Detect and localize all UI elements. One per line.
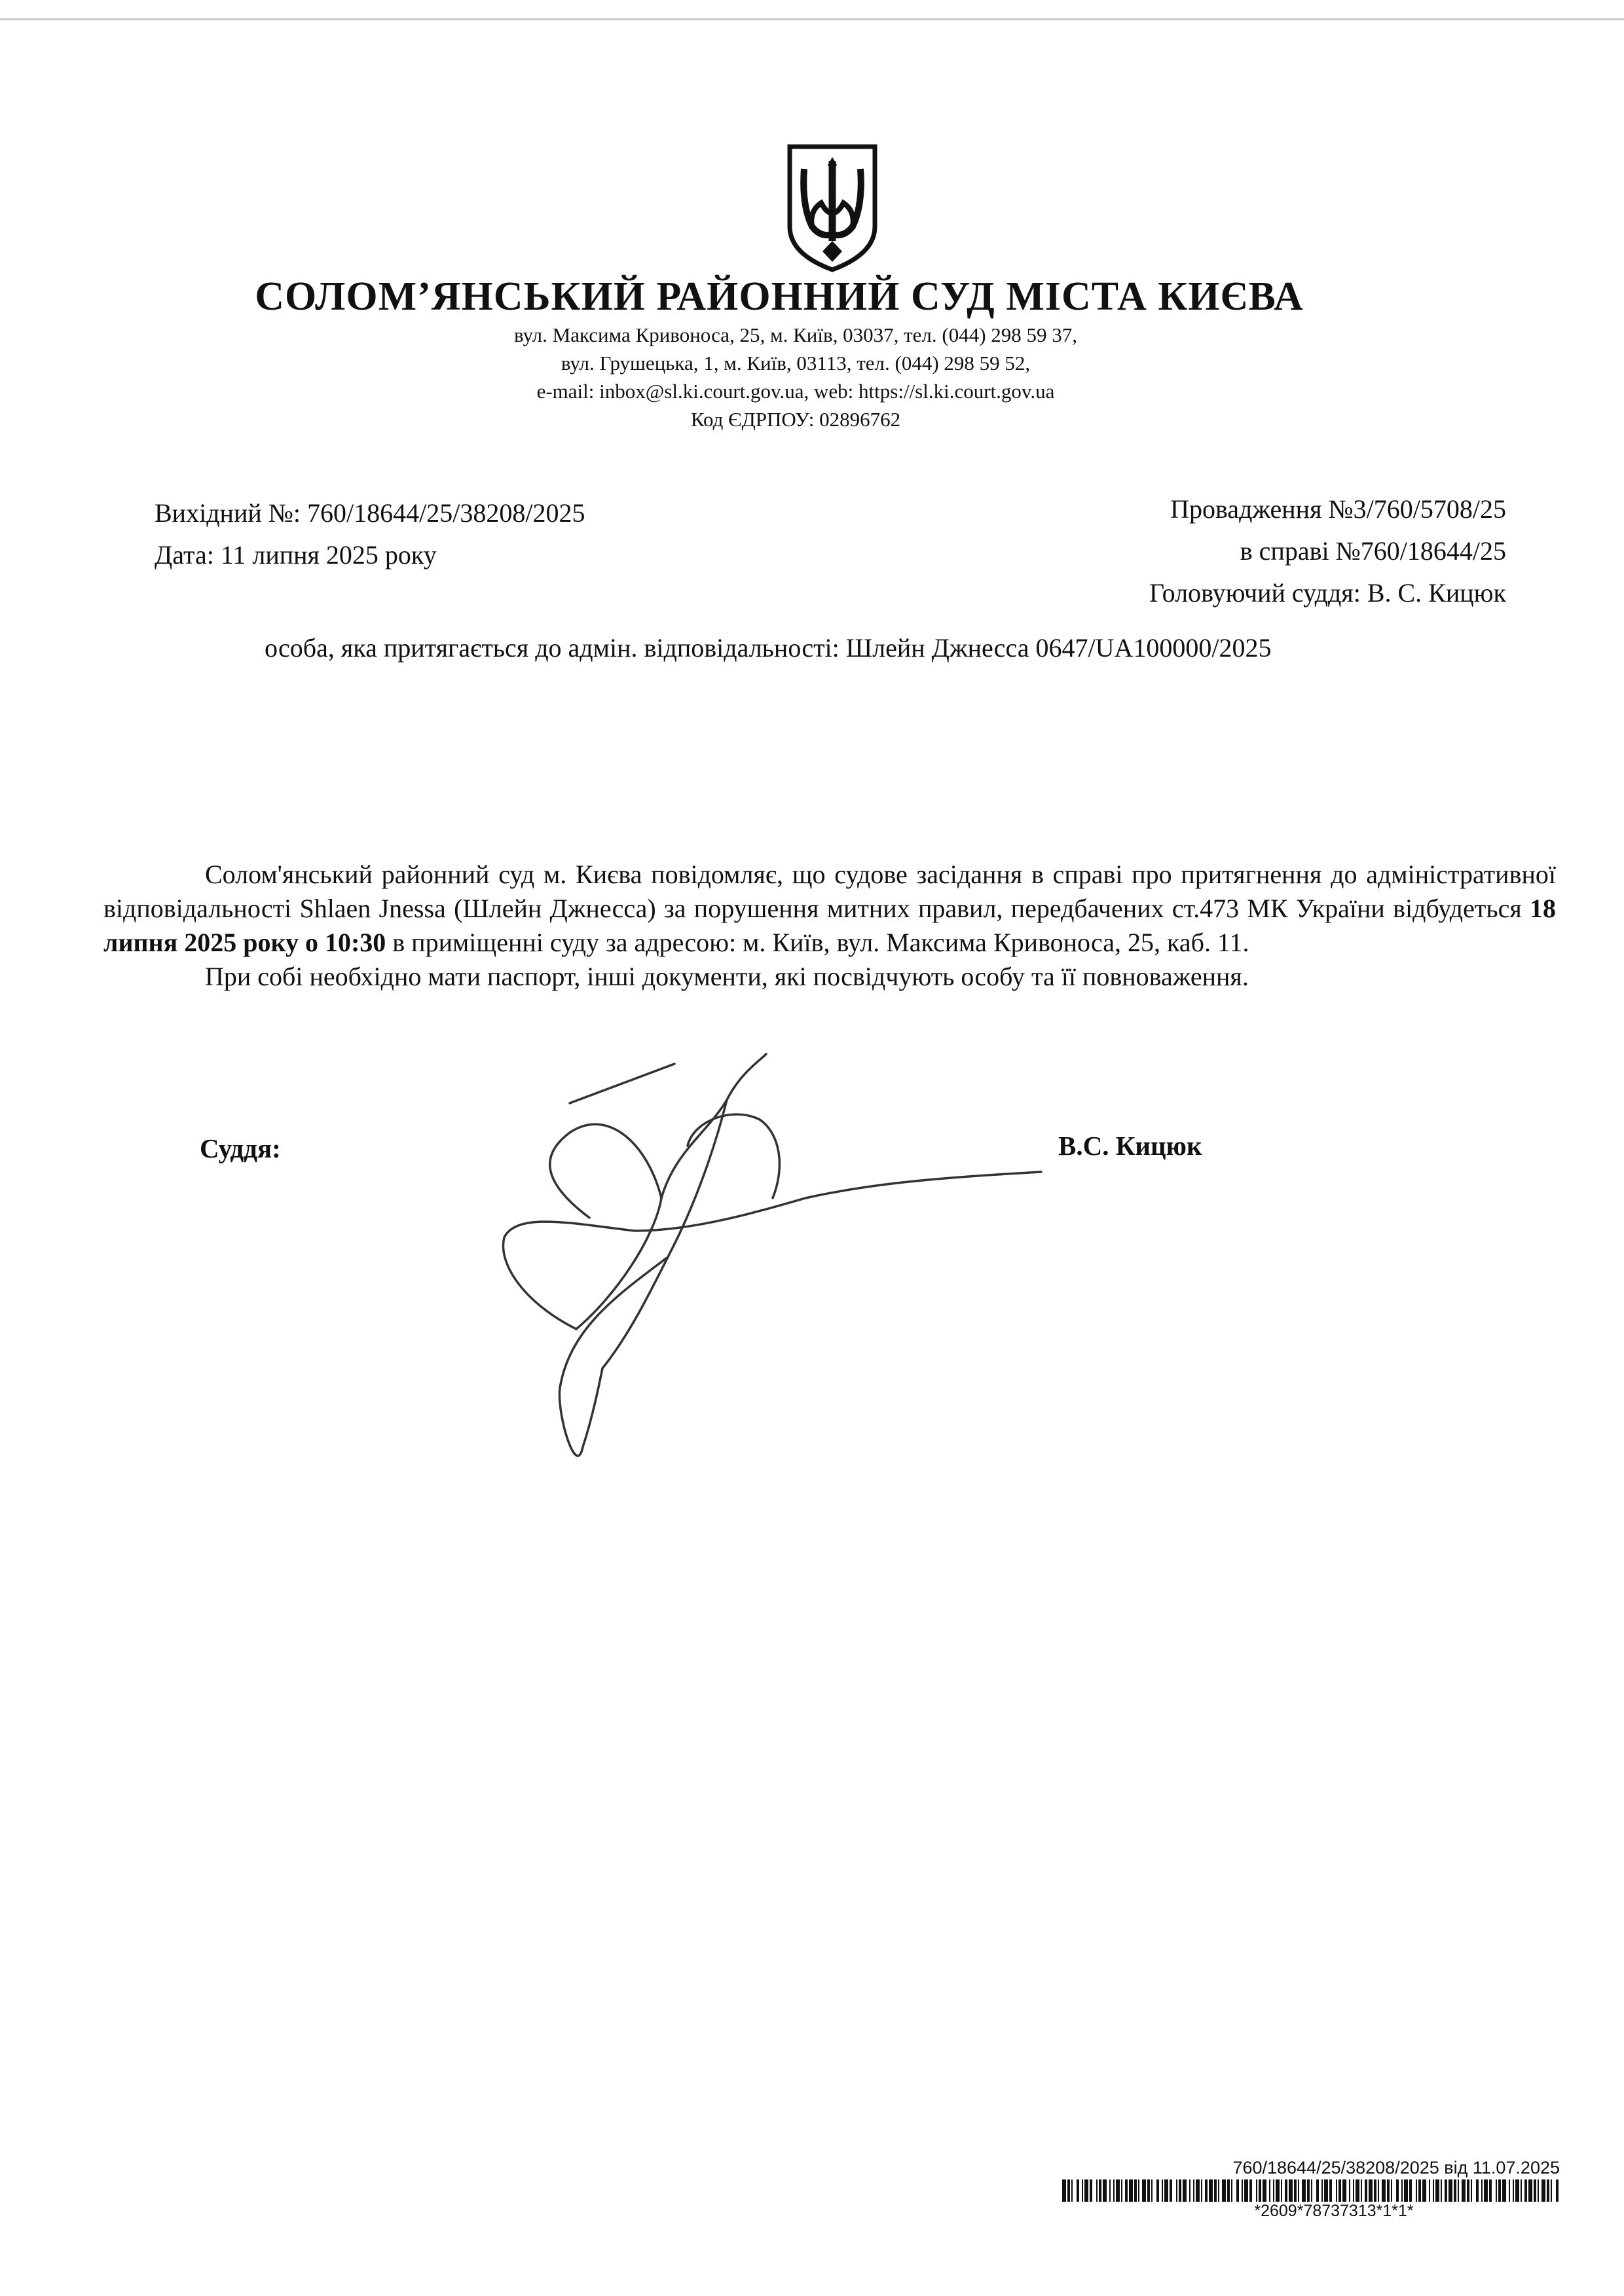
addressee-line: особа, яка притягається до адмін. відповідальності: Шлейн Джнесса 0647/UA100000/2025 — [265, 633, 1272, 663]
notice-body — [103, 858, 1556, 994]
case-meta — [1149, 488, 1506, 614]
notice-paragraph-1 — [103, 858, 1556, 960]
notice-text-a: Солом'янський районний суд м. Києва повідомляє, що судове засідання в справі про притягнення до адміністративної відповідальності Shlaen Jnessa (Шлейн Джнесса) за порушення митних правил, передбачених ст.473 МК України відбудеться — [103, 860, 1556, 923]
contact-line: e-mail: inbox@sl.ki.court.gov.ua, web: https://sl.ki.court.gov.ua — [536, 380, 1055, 403]
top-scan-edge — [0, 18, 1624, 20]
judge-name: В.С. Кицюк — [1058, 1131, 1202, 1161]
court-contact-block — [0, 321, 1624, 433]
hearing-date: 18 липня 2025 року — [103, 894, 1556, 957]
handwritten-signature-icon — [498, 1021, 1061, 1493]
judge-label: Суддя: — [200, 1133, 281, 1163]
notice-text-b: в приміщенні суду за адресою: м. Київ, вул. Максима Кривоноса, 25, каб. 11. — [386, 928, 1249, 957]
outgoing-number: Вихідний №: 760/18644/25/38208/2025 — [155, 498, 585, 528]
hearing-time: о 10:30 — [304, 928, 386, 957]
barcode-reference: 760/18644/25/38208/2025 від 11.07.2025 — [1232, 2158, 1560, 2178]
address-line-1: вул. Максима Кривоноса, 25, м. Київ, 03037, тел. (044) 298 59 37, — [513, 323, 1078, 346]
outgoing-meta — [155, 492, 585, 576]
barcode-code: *2609*78737313*1*1* — [1254, 2202, 1414, 2220]
court-name: СОЛОМ’ЯНСЬКИЙ РАЙОННИЙ СУД МІСТА КИЄВА — [255, 274, 1304, 319]
proceeding-number: Провадження №3/760/5708/25 — [1170, 494, 1506, 524]
trident-coat-of-arms-icon — [784, 143, 880, 274]
address-line-2: вул. Грушецька, 1, м. Київ, 03113, тел. (044) 298 59 52, — [561, 352, 1031, 374]
letter-date: Дата: 11 липня 2025 року — [155, 540, 437, 570]
notice-paragraph-2: При собі необхідно мати паспорт, інші документи, які посвідчують особу та її повноваження. — [205, 962, 1249, 991]
edrpou-code: Код ЄДРПОУ: 02896762 — [690, 408, 901, 431]
presiding-judge: Головуючий суддя: В. С. Кицюк — [1149, 578, 1506, 608]
document-barcode — [1062, 2158, 1560, 2221]
case-number: в справі №760/18644/25 — [1240, 536, 1506, 566]
barcode-icon — [1062, 2179, 1560, 2202]
